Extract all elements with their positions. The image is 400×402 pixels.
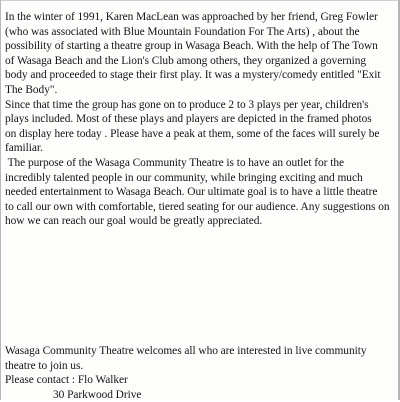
purpose-line: how we can reach our goal would be greatly appreciated. — [5, 215, 263, 228]
history-line: familiar. — [5, 142, 43, 155]
contact-line: Please contact : Flo Walker — [5, 374, 128, 387]
address-line: 30 Parkwood Drive — [53, 388, 142, 401]
purpose-line: The purpose of the Wasaga Community Theatre is to have an outlet for the — [5, 156, 344, 169]
page-top-edge — [0, 0, 400, 1]
history-section — [5, 10, 393, 229]
purpose-line: incredibly talented people in our community, while bringing exciting and much — [5, 171, 363, 184]
purpose-line: needed entertainment to Wasaga Beach. Our ultimate goal is to have a little theatre — [5, 186, 378, 199]
history-line: possibility of starting a theatre group in Wasaga Beach. With the help of The Town — [5, 40, 378, 53]
page-left-edge — [0, 0, 1, 400]
history-line: on display here today . Please have a peak at them, some of the faces will surely be — [5, 127, 380, 140]
history-line: of Wasaga Beach and the Lion's Club among others, they organized a governing — [5, 54, 367, 67]
contact-line: Wasaga Community Theatre welcomes all who are interested in live community — [5, 345, 367, 357]
history-line: Since that time the group has gone on to produce 2 to 3 plays per year, children's — [5, 98, 369, 111]
purpose-line: to call our own with comfortable, tiered seating for our audience. Any suggestions on — [5, 200, 390, 213]
history-line: (who was associated with Blue Mountain Foundation For The Arts) , about the — [5, 25, 360, 38]
history-line: In the winter of 1991, Karen MacLean was approached by her friend, Greg Fowler — [5, 11, 378, 23]
history-line: The Body". — [5, 83, 58, 96]
history-line: plays included. Most of these plays and players are depicted in the framed photos — [5, 113, 372, 126]
contact-section — [5, 344, 393, 402]
history-line: body and proceeded to stage their first play. It was a mystery/comedy entitled "Exit — [5, 69, 381, 82]
contact-line: theatre to join us. — [5, 359, 84, 372]
